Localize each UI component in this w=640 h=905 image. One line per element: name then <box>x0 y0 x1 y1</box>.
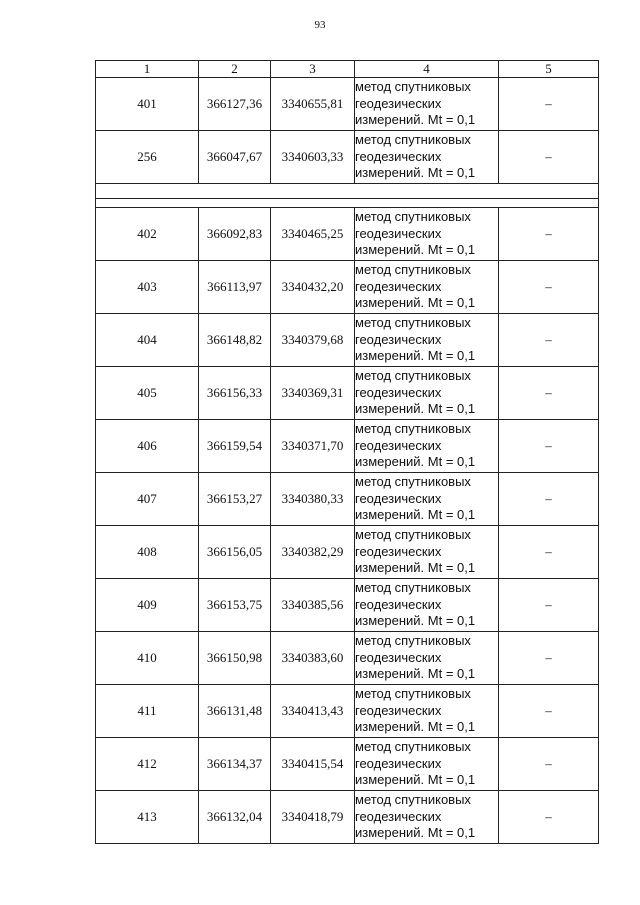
table-row <box>96 579 599 632</box>
method-line: метод спутниковых <box>355 686 471 702</box>
coord-y: 3340380,33 <box>271 473 355 526</box>
dash-cell: – <box>499 208 599 261</box>
coord-y: 3340383,60 <box>271 632 355 685</box>
coord-x: 366159,54 <box>199 420 271 473</box>
header-cell-1: 1 <box>96 61 199 78</box>
method-description <box>355 791 499 844</box>
coord-x: 366131,48 <box>199 685 271 738</box>
header-cell-2: 2 <box>199 61 271 78</box>
table-row <box>96 78 599 131</box>
method-description <box>355 420 499 473</box>
method-line: геодезических <box>355 225 442 241</box>
table-row <box>96 685 599 738</box>
coord-x: 366132,04 <box>199 791 271 844</box>
method-line: метод спутниковых <box>355 633 471 649</box>
table-row <box>96 791 599 844</box>
method-line: метод спутниковых <box>355 262 471 278</box>
dash-cell: – <box>499 685 599 738</box>
dash-cell: – <box>499 579 599 632</box>
table-row <box>96 738 599 791</box>
coord-y: 3340465,25 <box>271 208 355 261</box>
table-row <box>96 131 599 184</box>
method-line: измерений. Mt = 0,1 <box>355 242 476 258</box>
table-row <box>96 261 599 314</box>
method-description <box>355 78 499 131</box>
point-number: 407 <box>96 473 199 526</box>
method-line: геодезических <box>355 331 442 347</box>
method-line: метод спутниковых <box>355 527 471 543</box>
separator-cell <box>96 184 599 199</box>
method-line: геодезических <box>355 755 442 771</box>
method-description <box>355 632 499 685</box>
method-line: метод спутниковых <box>355 79 471 95</box>
coord-y: 3340655,81 <box>271 78 355 131</box>
method-line: измерений. Mt = 0,1 <box>355 719 476 735</box>
dash-cell: – <box>499 473 599 526</box>
coord-x: 366113,97 <box>199 261 271 314</box>
method-line: измерений. Mt = 0,1 <box>355 401 476 417</box>
point-number: 411 <box>96 685 199 738</box>
method-line: измерений. Mt = 0,1 <box>355 613 476 629</box>
method-line: измерений. Mt = 0,1 <box>355 666 476 682</box>
coordinates-table <box>95 60 599 844</box>
method-line: метод спутниковых <box>355 474 471 490</box>
coord-x: 366156,33 <box>199 367 271 420</box>
coord-y: 3340603,33 <box>271 131 355 184</box>
method-description <box>355 131 499 184</box>
coord-x: 366153,27 <box>199 473 271 526</box>
method-line: метод спутниковых <box>355 132 471 148</box>
coord-y: 3340385,56 <box>271 579 355 632</box>
table-row <box>96 367 599 420</box>
point-number: 413 <box>96 791 199 844</box>
table-body <box>96 78 599 844</box>
method-line: измерений. Mt = 0,1 <box>355 165 476 181</box>
method-line: геодезических <box>355 808 442 824</box>
method-description <box>355 738 499 791</box>
point-number: 404 <box>96 314 199 367</box>
point-number: 409 <box>96 579 199 632</box>
method-line: геодезических <box>355 543 442 559</box>
method-line: измерений. Mt = 0,1 <box>355 560 476 576</box>
dash-cell: – <box>499 78 599 131</box>
separator-row <box>96 199 599 208</box>
point-number: 408 <box>96 526 199 579</box>
coord-x: 366047,67 <box>199 131 271 184</box>
point-number: 412 <box>96 738 199 791</box>
point-number: 406 <box>96 420 199 473</box>
method-line: измерений. Mt = 0,1 <box>355 507 476 523</box>
header-cell-4: 4 <box>355 61 499 78</box>
header-cell-3: 3 <box>271 61 355 78</box>
method-description <box>355 579 499 632</box>
table-row <box>96 420 599 473</box>
method-line: метод спутниковых <box>355 792 471 808</box>
dash-cell: – <box>499 314 599 367</box>
table-row <box>96 632 599 685</box>
method-line: геодезических <box>355 649 442 665</box>
method-line: геодезических <box>355 278 442 294</box>
coord-y: 3340413,43 <box>271 685 355 738</box>
coord-y: 3340415,54 <box>271 738 355 791</box>
table-row <box>96 314 599 367</box>
method-line: метод спутниковых <box>355 368 471 384</box>
method-line: метод спутниковых <box>355 209 471 225</box>
method-description <box>355 314 499 367</box>
method-line: геодезических <box>355 148 442 164</box>
dash-cell: – <box>499 131 599 184</box>
method-line: геодезических <box>355 437 442 453</box>
coord-y: 3340371,70 <box>271 420 355 473</box>
point-number: 405 <box>96 367 199 420</box>
dash-cell: – <box>499 367 599 420</box>
method-description <box>355 367 499 420</box>
method-line: измерений. Mt = 0,1 <box>355 825 476 841</box>
coord-y: 3340379,68 <box>271 314 355 367</box>
method-line: метод спутниковых <box>355 315 471 331</box>
coord-x: 366148,82 <box>199 314 271 367</box>
method-line: измерений. Mt = 0,1 <box>355 454 476 470</box>
table-row <box>96 526 599 579</box>
method-description <box>355 208 499 261</box>
coord-x: 366156,05 <box>199 526 271 579</box>
coord-y: 3340382,29 <box>271 526 355 579</box>
point-number: 256 <box>96 131 199 184</box>
method-description <box>355 685 499 738</box>
dash-cell: – <box>499 791 599 844</box>
method-description <box>355 526 499 579</box>
table-row <box>96 208 599 261</box>
table-row <box>96 473 599 526</box>
page-number: 93 <box>314 19 326 31</box>
method-line: измерений. Mt = 0,1 <box>355 772 476 788</box>
coord-y: 3340369,31 <box>271 367 355 420</box>
method-line: геодезических <box>355 490 442 506</box>
method-line: измерений. Mt = 0,1 <box>355 348 476 364</box>
coord-x: 366092,83 <box>199 208 271 261</box>
method-line: геодезических <box>355 384 442 400</box>
header-row <box>96 61 599 78</box>
dash-cell: – <box>499 632 599 685</box>
method-line: геодезических <box>355 596 442 612</box>
method-line: метод спутниковых <box>355 580 471 596</box>
dash-cell: – <box>499 526 599 579</box>
method-line: метод спутниковых <box>355 739 471 755</box>
method-line: метод спутниковых <box>355 421 471 437</box>
coord-x: 366127,36 <box>199 78 271 131</box>
dash-cell: – <box>499 738 599 791</box>
method-line: геодезических <box>355 702 442 718</box>
point-number: 402 <box>96 208 199 261</box>
coord-x: 366134,37 <box>199 738 271 791</box>
point-number: 403 <box>96 261 199 314</box>
method-description <box>355 261 499 314</box>
method-description <box>355 473 499 526</box>
method-line: геодезических <box>355 95 442 111</box>
coord-y: 3340418,79 <box>271 791 355 844</box>
separator-cell <box>96 199 599 208</box>
point-number: 410 <box>96 632 199 685</box>
method-line: измерений. Mt = 0,1 <box>355 295 476 311</box>
coord-x: 366150,98 <box>199 632 271 685</box>
point-number: 401 <box>96 78 199 131</box>
method-line: измерений. Mt = 0,1 <box>355 112 476 128</box>
separator-row <box>96 184 599 199</box>
coord-y: 3340432,20 <box>271 261 355 314</box>
coord-x: 366153,75 <box>199 579 271 632</box>
header-cell-5: 5 <box>499 61 599 78</box>
dash-cell: – <box>499 420 599 473</box>
dash-cell: – <box>499 261 599 314</box>
